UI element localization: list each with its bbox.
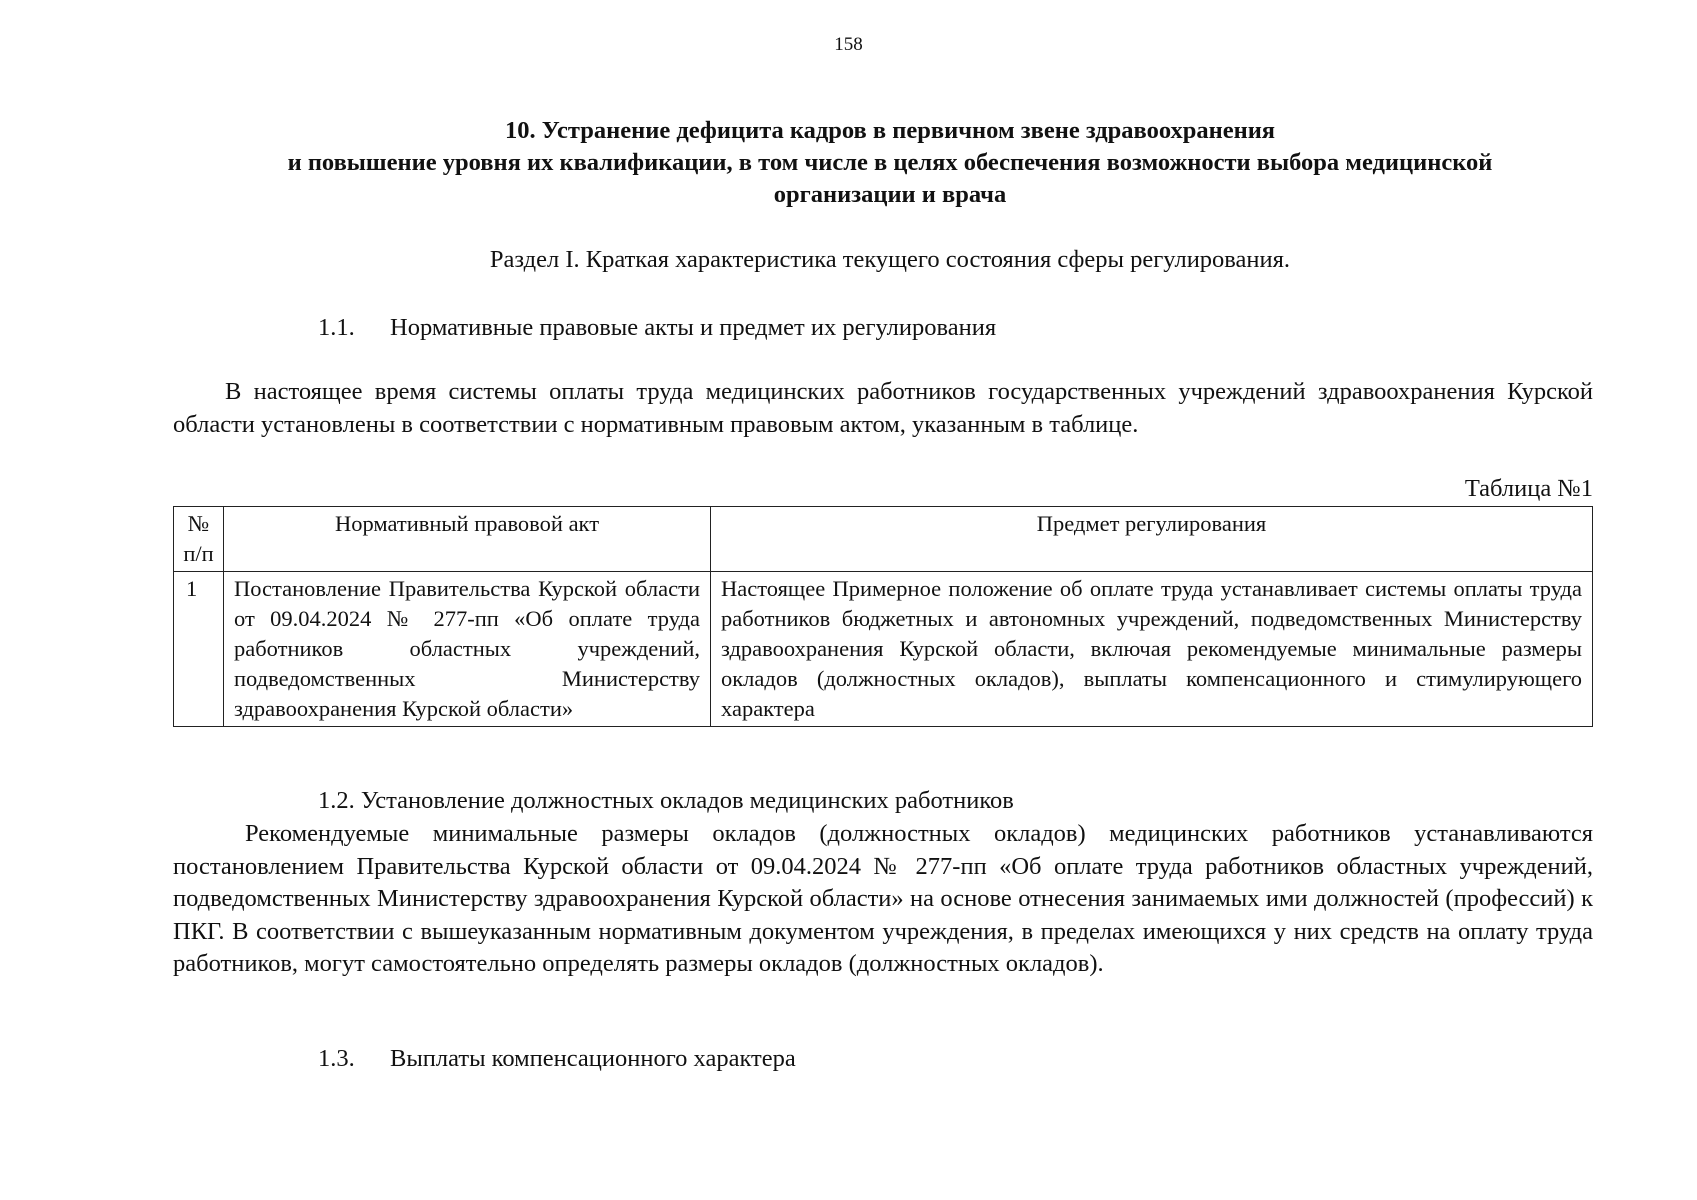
- header-subject: Предмет регулирования: [711, 507, 1593, 572]
- header-number: № п/п: [174, 507, 224, 572]
- row-subject: Настоящее Примерное положение об оплате труда устанавливает системы оплаты труда работников бюджетных и автономных учреждений, подведомственных Министерству здравоохранения Курской области, включая рекомендуемые минимальные размеры окладов (должностных окладов), выплаты компенсационного и стимулирующего характера: [711, 572, 1593, 727]
- table-caption: Таблица №1: [1464, 475, 1593, 502]
- regulation-table: [173, 506, 1593, 727]
- subsection-2-heading: 1.2. Установление должностных окладов медицинских работников: [318, 787, 1014, 814]
- subsection-3-heading: [318, 1045, 796, 1073]
- row-act: Постановление Правительства Курской области от 09.04.2024 № 277-пп «Об оплате труда работников областных учреждений, подведомственных Министерству здравоохранения Курской области»: [224, 572, 711, 727]
- page-number: 158: [834, 34, 863, 55]
- table-row: [174, 572, 1593, 727]
- chapter-heading-line-3: организации и врача: [773, 181, 1007, 208]
- subsection-3-number: 1.3.: [318, 1045, 355, 1072]
- subsection-1-title: Нормативные правовые акты и предмет их регулирования: [390, 314, 997, 341]
- row-number: 1: [174, 572, 224, 727]
- subsection-1-number: 1.1.: [318, 314, 355, 341]
- subsection-3-title: Выплаты компенсационного характера: [390, 1045, 796, 1072]
- section-title: Раздел I. Краткая характеристика текущего состояния сферы регулирования.: [489, 246, 1291, 273]
- chapter-heading-line-2: и повышение уровня их квалификации, в том числе в целях обеспечения возможности выбора медицинской: [287, 149, 1493, 176]
- subsection-1-heading: [318, 314, 996, 342]
- header-act: Нормативный правовой акт: [224, 507, 711, 572]
- chapter-heading: [160, 115, 1620, 211]
- chapter-heading-line-1: 10. Устранение дефицита кадров в первичном звене здравоохранения: [504, 117, 1276, 144]
- table-header-row: [174, 507, 1593, 572]
- paragraph-1: В настоящее время системы оплаты труда медицинских работников государственных учреждений здравоохранения Курской области установлены в соответствии с нормативным правовым актом, указанным в таблице.: [173, 378, 1593, 438]
- paragraph-2: Рекомендуемые минимальные размеры окладов (должностных окладов) медицинских работников устанавливаются постановлением Правительства Курской области от 09.04.2024 № 277-пп «Об оплате труда работников областных учреждений, подведомственных Министерству здравоохранения Курской области» на основе отнесения занимаемых ими должностей (профессий) к ПКГ. В соответствии с вышеуказанным нормативным документом учреждения, в пределах имеющихся у них средств на оплату труда работников, могут самостоятельно определять размеры окладов (должностных окладов).: [173, 820, 1593, 977]
